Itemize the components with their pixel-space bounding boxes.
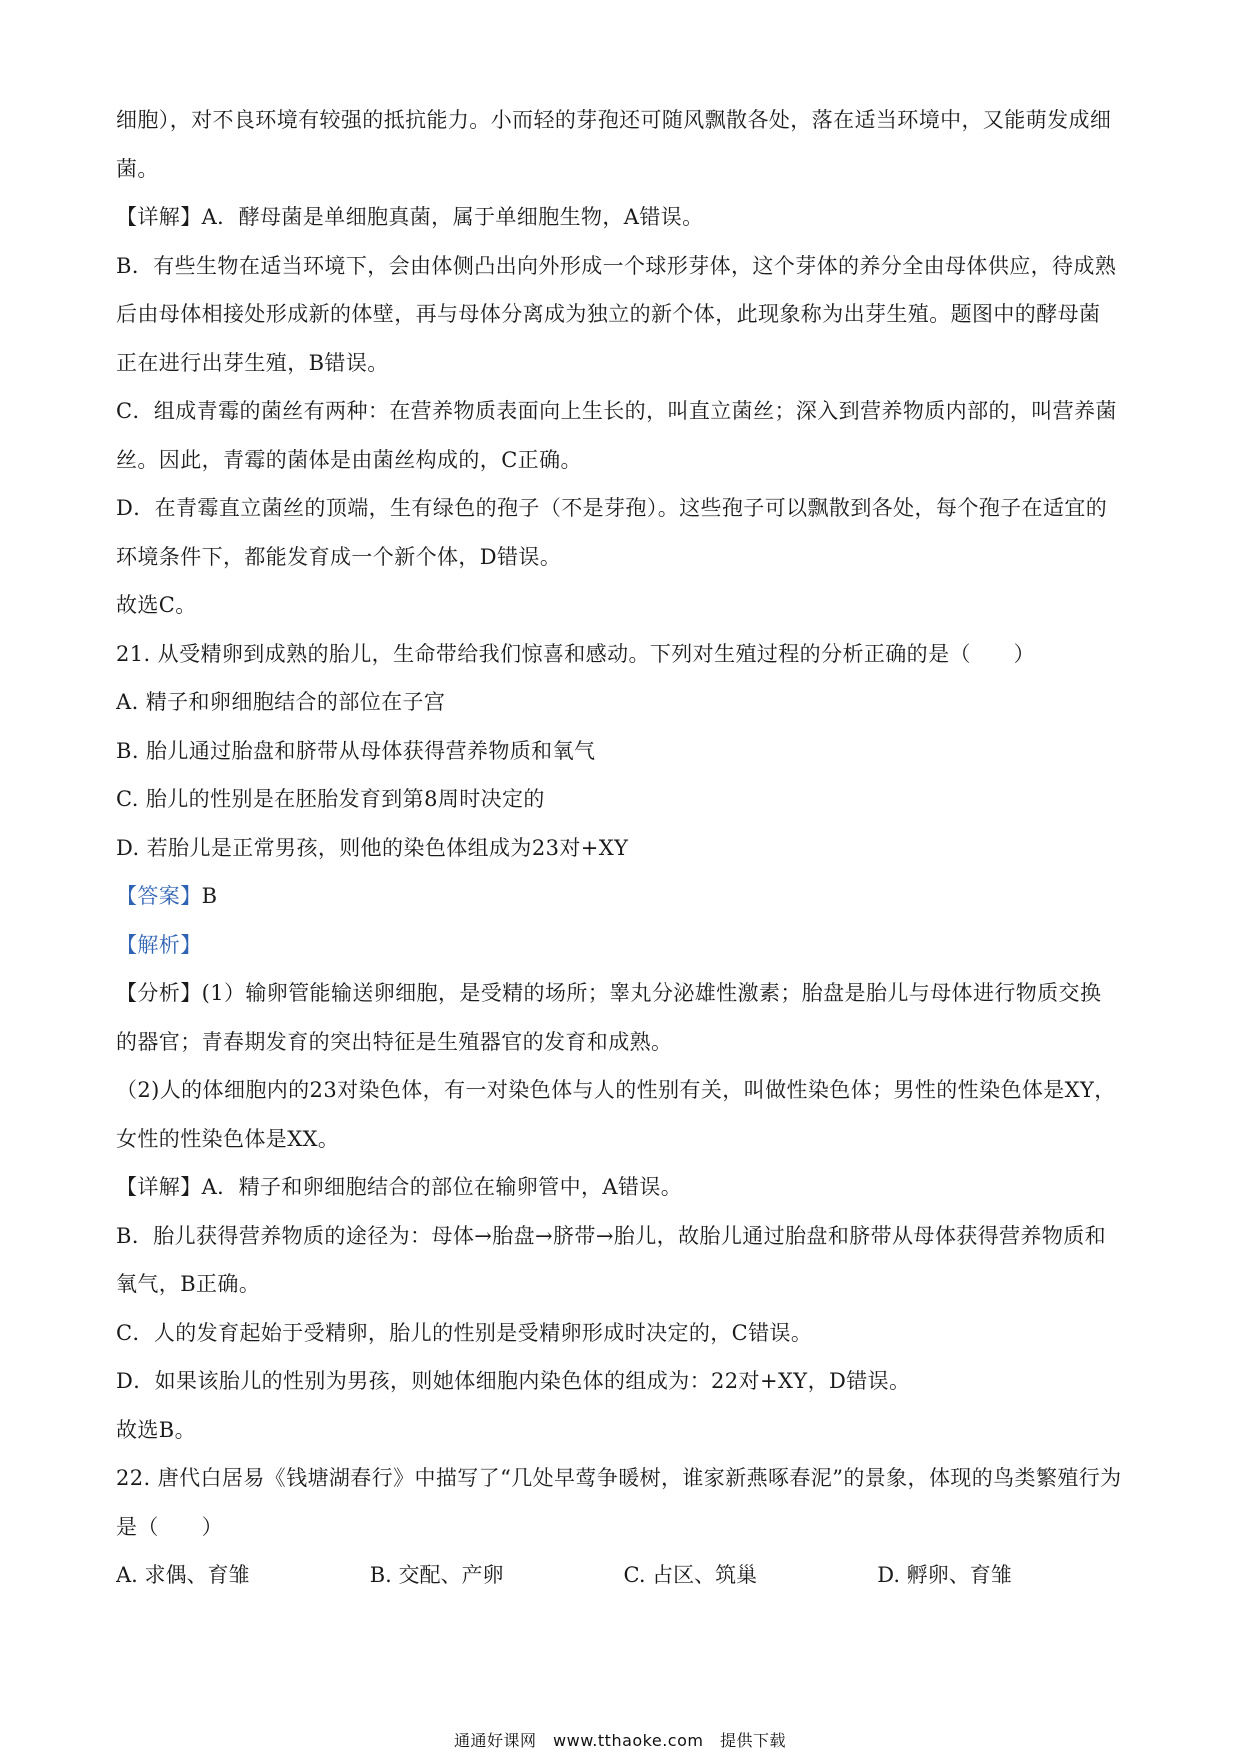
question-22-options <box>116 1551 1131 1600</box>
text-line: B．胎儿获得营养物质的途径为：母体→胎盘→脐带→胎儿，故胎儿通过胎盘和脐带从母体获得营养物质和 <box>116 1223 1107 1248</box>
text-line: （2)人的体细胞内的23对染色体，有一对染色体与人的性别有关，叫做性染色体；男性的性染色体是XY， <box>116 1078 1116 1102</box>
text-line: D．如果该胎儿的性别为男孩，则她体细胞内染色体的组成为：22对+XY，D错误。 <box>116 1369 911 1393</box>
text-line: 氧气，B正确。 <box>116 1272 261 1296</box>
text-line: 【详解】A．酵母菌是单细胞真菌，属于单细胞生物，A错误。 <box>116 205 704 229</box>
question-22-stem-cont: 是（ ） <box>116 1514 223 1539</box>
question-21-option-c: C. 胎儿的性别是在胚胎发育到第8周时决定的 <box>116 787 545 811</box>
question-22-option-d: D. 孵卵、育雏 <box>877 1563 1012 1587</box>
document-content <box>116 96 1131 1600</box>
text-line: D．在青霉直立菌丝的顶端，生有绿色的孢子（不是芽孢）。这些孢子可以飘散到各处，每个孢子在适宜的 <box>116 496 1108 520</box>
question-22-stem: 22. 唐代白居易《钱塘湖春行》中描写了“几处早莺争暖树，谁家新燕啄春泥”的景象，体现的鸟类繁殖行为 <box>116 1466 1122 1490</box>
text-line: 故选C。 <box>116 593 197 617</box>
text-line: 菌。 <box>116 156 159 181</box>
answer-line <box>116 872 1131 921</box>
question-21-option-a: A. 精子和卵细胞结合的部位在子宫 <box>116 690 446 714</box>
analysis-label: 【解析】 <box>116 932 202 957</box>
text-line: 女性的性染色体是XX。 <box>116 1126 340 1151</box>
answer-label: 【答案】 <box>116 884 202 908</box>
text-line: 细胞），对不良环境有较强的抵抗能力。小而轻的芽孢还可随风飘散各处，落在适当环境中，又能萌发成细 <box>116 108 1112 132</box>
text-line: 故选B。 <box>116 1417 197 1442</box>
text-line: C．人的发育起始于受精卵，胎儿的性别是受精卵形成时决定的，C错误。 <box>116 1320 813 1345</box>
text-line: 【详解】A．精子和卵细胞结合的部位在输卵管中，A错误。 <box>116 1175 683 1199</box>
question-21-option-b: B. 胎儿通过胎盘和脐带从母体获得营养物质和氧气 <box>116 738 596 763</box>
text-line: 丝。因此，青霉的菌体是由菌丝构成的，C正确。 <box>116 447 582 472</box>
question-21-stem: 21. 从受精卵到成熟的胎儿，生命带给我们惊喜和感动。下列对生殖过程的分析正确的是（ ） <box>116 641 1036 666</box>
question-22-option-c: C. 占区、筑巢 <box>623 1563 758 1587</box>
text-line: 【分析】(1）输卵管能输送卵细胞，是受精的场所；睾丸分泌雄性激素；胎盘是胎儿与母体进行物质交换 <box>116 981 1102 1005</box>
page-footer: 通通好课网 www.tthaoke.com 提供下载 <box>454 1731 786 1750</box>
answer-value: B <box>201 884 218 908</box>
text-line: 正在进行出芽生殖，B错误。 <box>116 350 389 375</box>
question-21-option-d: D. 若胎儿是正常男孩，则他的染色体组成为23对+XY <box>116 835 629 860</box>
text-line: C．组成青霉的菌丝有两种：在营养物质表面向上生长的，叫直立菌丝；深入到营养物质内部的，叫营养菌 <box>116 399 1117 423</box>
question-22-option-a: A. 求偶、育雏 <box>116 1563 250 1587</box>
text-line: 环境条件下，都能发育成一个新个体，D错误。 <box>116 544 562 569</box>
text-line: B．有些生物在适当环境下，会由体侧凸出向外形成一个球形芽体，这个芽体的养分全由母体供应，待成熟 <box>116 253 1117 278</box>
text-line: 后由母体相接处形成新的体壁，再与母体分离成为独立的新个体，此现象称为出芽生殖。题图中的酵母菌 <box>116 302 1101 326</box>
question-22-option-b: B. 交配、产卵 <box>369 1563 504 1587</box>
text-line: 的器官；青春期发育的突出特征是生殖器官的发育和成熟。 <box>116 1029 673 1054</box>
